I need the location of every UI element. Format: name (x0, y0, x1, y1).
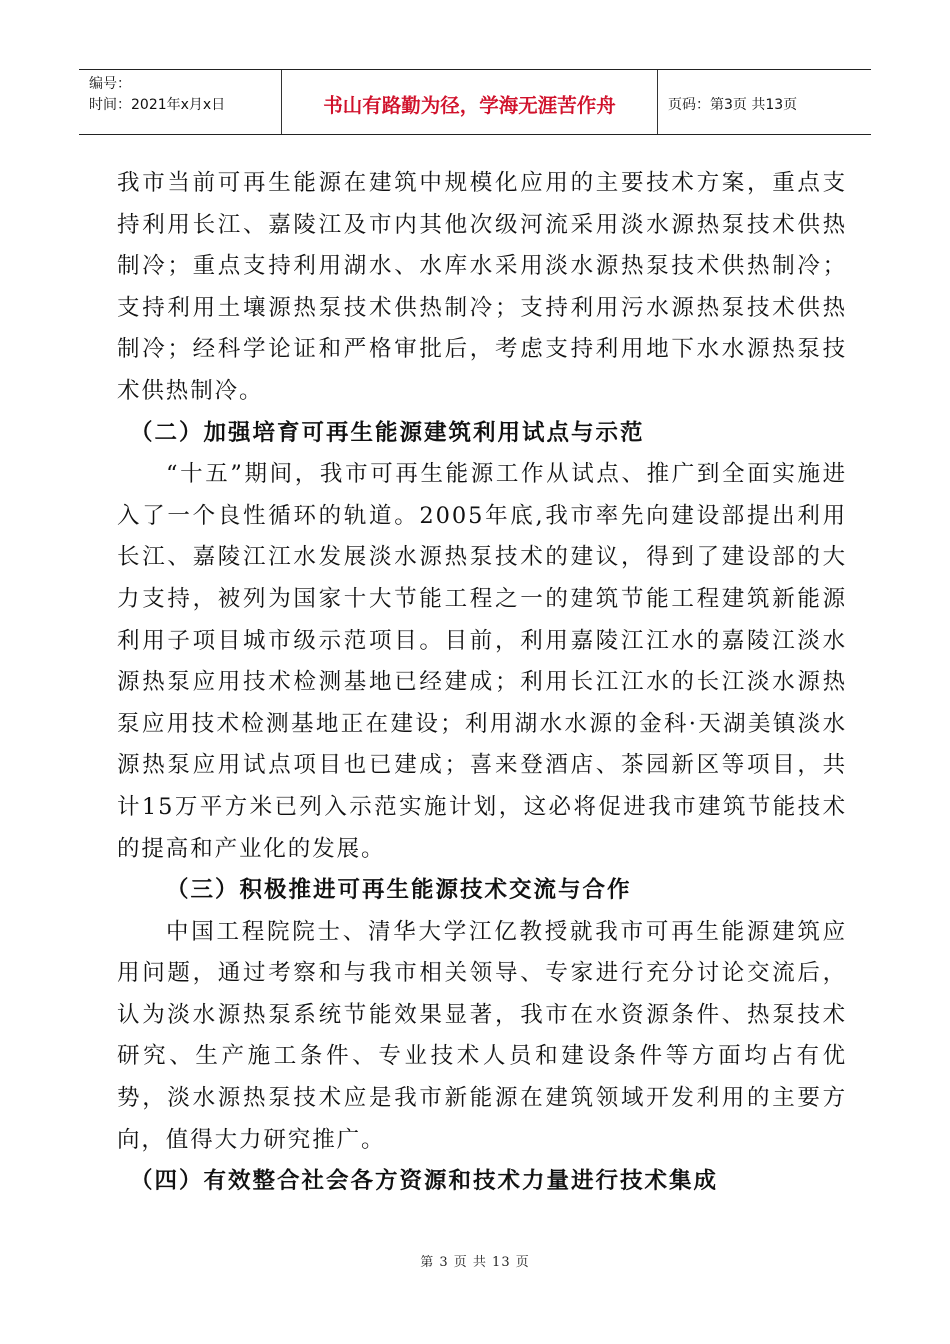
page-footer: 第 3 页 共 13 页 (420, 1255, 530, 1270)
page-header (79, 69, 871, 135)
section-heading-3: （三）积极推进可再生能源技术交流与合作 (166, 877, 632, 904)
section-heading-4: （四）有效整合社会各方资源和技术力量进行技术集成 (130, 1168, 719, 1195)
document-body (117, 163, 847, 1203)
header-meta (79, 70, 282, 134)
header-motto: 书山有路勤为径，学海无涯苦作舟 (282, 70, 658, 134)
document-number-label: 编号： (89, 76, 131, 92)
document-time-label: 时间：2021年x月x日 (89, 97, 226, 113)
paragraph-1: 我市当前可再生能源在建筑中规模化应用的主要技术方案，重点支持利用长江、嘉陵江及市内其他次级河流采用淡水源热泵技术供热制冷；重点支持利用湖水、水库水采用淡水源热泵技术供热制冷；支持利用土壤源热泵技术供热制冷；支持利用污水源热泵技术供热制冷；经科学论证和严格审批后，考虑支持利用地下水水源热泵技术供热制冷。 (117, 170, 847, 404)
header-page-code: 页码：第3页 共13页 (668, 97, 798, 113)
section-heading-2: （二）加强培育可再生能源建筑利用试点与示范 (130, 419, 645, 446)
paragraph-2: “十五”期间，我市可再生能源工作从试点、推广到全面实施进入了一个良性循环的轨道。2005年底,我市率先向建设部提出利用长江、嘉陵江江水发展淡水源热泵技术的建议，得到了建设部的大力支持，被列为国家十大节能工程之一的建筑节能工程建筑新能源利用子项目城市级示范项目。目前，利用嘉陵江江水的嘉陵江淡水源热泵应用技术检测基地已经建成；利用长江江水的长江淡水源热泵应用技术检测基地正在建设；利用湖水水源的金科·天湖美镇淡水源热泵应用试点项目也已建成；喜来登酒店、茶园新区等项目，共计15万平方米已列入示范实施计划，这必将促进我市建筑节能技术的提高和产业化的发展。 (117, 461, 847, 862)
paragraph-3: 中国工程院院士、清华大学江亿教授就我市可再生能源建筑应用问题，通过考察和与我市相关领导、专家进行充分讨论交流后，认为淡水源热泵系统节能效果显著，我市在水资源条件、热泵技术研究、生产施工条件、专业技术人员和建设条件等方面均占有优势，淡水源热泵技术应是我市新能源在建筑领域开发利用的主要方向，值得大力研究推广。 (117, 918, 847, 1153)
